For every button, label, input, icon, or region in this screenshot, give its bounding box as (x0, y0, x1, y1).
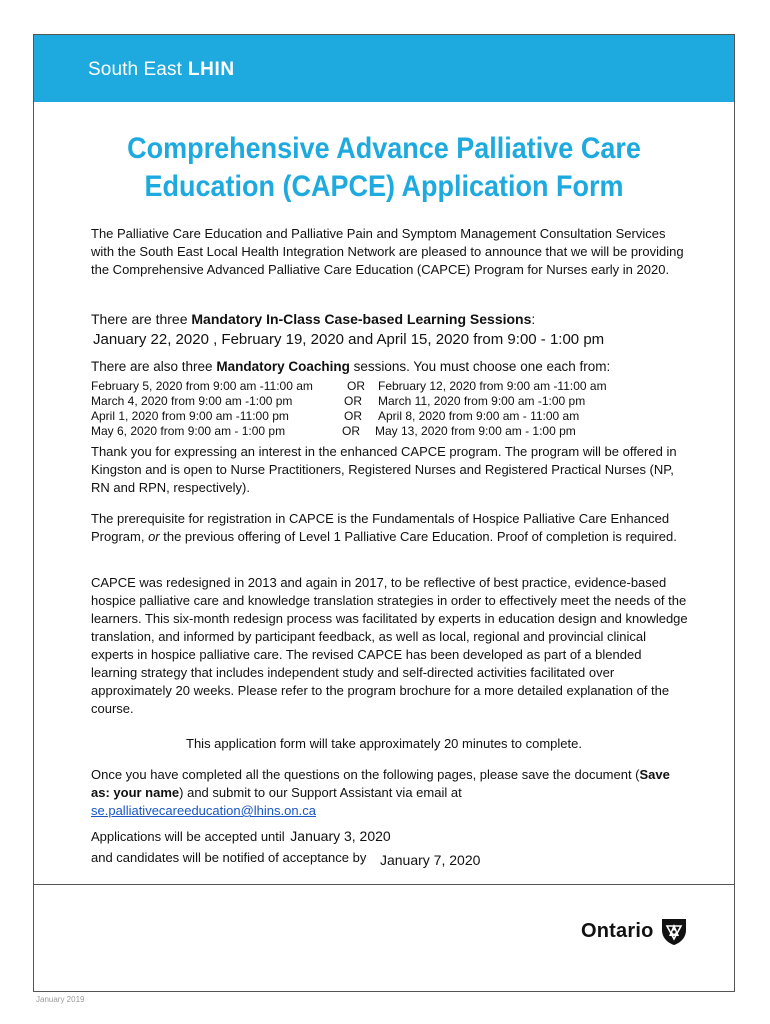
footer-divider (34, 884, 734, 885)
submit-bold: Save as: your name (91, 767, 670, 800)
prereq-part2: the previous offering of Level 1 Palliative Care Education. Proof of completion is required. (159, 529, 677, 544)
thanks-paragraph: Thank you for expressing an interest in the enhanced CAPCE program. The program will be offered in Kingston and is open to Nurse Practitioners, Registered Nurses and Registered Practical Nurses (NP, RN and RPN, respectively). (91, 444, 677, 495)
accept-label: Applications will be accepted until (91, 829, 285, 844)
notify-date: January 7, 2020 (379, 852, 481, 868)
org-logo (88, 59, 235, 81)
schedule-left: May 6, 2020 from 9:00 am - 1:00 pm (91, 424, 286, 438)
schedule-right: May 13, 2020 from 9:00 am - 1:00 pm (375, 424, 576, 438)
prerequisite-paragraph (91, 510, 691, 546)
schedule-or: OR (347, 379, 365, 393)
mandatory-prefix: There are three (91, 311, 192, 327)
prereq-part1: The prerequisite for registration in CAPCE is the Fundamentals of Hospice Palliative Care Enhanced Program, (91, 511, 670, 544)
mandatory-dates: January 22, 2020 , February 19, 2020 and April 15, 2020 from 9:00 - 1:00 pm (93, 331, 605, 348)
email-link[interactable]: se.palliativecareeducation@lhins.on.ca (91, 803, 316, 818)
mandatory-suffix: : (531, 311, 536, 327)
submit-paragraph (91, 766, 691, 820)
page-title (69, 130, 699, 206)
schedule-left: March 4, 2020 from 9:00 am -1:00 pm (91, 394, 293, 408)
trillium-icon (660, 916, 688, 946)
notify-deadline (91, 849, 481, 868)
ontario-logo (581, 916, 688, 946)
mandatory-sessions-line (91, 310, 691, 328)
coaching-schedule (91, 379, 651, 439)
intro-paragraph: The Palliative Care Education and Palliative Pain and Symptom Management Consultation Services with the South East Local Health Integration Network are pleased to announce that we will be providing the Comprehensive Advanced Palliative Care Education (CAPCE) Program for Nurses early in 2020. (91, 226, 684, 277)
schedule-row (91, 424, 651, 439)
schedule-row (91, 379, 651, 394)
coaching-prefix: There are also three (91, 359, 217, 374)
schedule-right: February 12, 2020 from 9:00 am -11:00 am (378, 379, 607, 393)
coaching-suffix: sessions. You must choose one each from: (349, 359, 611, 374)
submit-part2: ) and submit to our Support Assistant via email at (179, 785, 462, 800)
accept-deadline (91, 828, 391, 844)
org-name-regular: South East (88, 59, 182, 80)
coaching-line (91, 358, 691, 376)
ontario-wordmark: Ontario (581, 919, 654, 942)
footer-date: January 2019 (36, 995, 85, 1004)
schedule-or: OR (344, 394, 362, 408)
schedule-left: February 5, 2020 from 9:00 am -11:00 am (91, 379, 313, 393)
title-line-2: Education (CAPCE) Application Form (144, 170, 624, 203)
time-note: This application form will take approximately 20 minutes to complete. (186, 736, 582, 751)
header-band (34, 35, 734, 102)
schedule-or: OR (342, 424, 360, 438)
notify-label: and candidates will be notified of acceptance by (91, 850, 367, 865)
submit-part1: Once you have completed all the questions on the following pages, please save the document ( (91, 767, 640, 782)
schedule-left: April 1, 2020 from 9:00 am -11:00 pm (91, 409, 289, 423)
mandatory-bold: Mandatory In-Class Case-based Learning Sessions (191, 311, 532, 327)
coaching-bold: Mandatory Coaching (216, 359, 350, 374)
schedule-or: OR (344, 409, 362, 423)
schedule-row (91, 394, 651, 409)
title-line-1: Comprehensive Advance Palliative Care (127, 132, 641, 165)
capce-paragraph: CAPCE was redesigned in 2013 and again in 2017, to be reflective of best practice, evidence-based hospice palliative care and knowledge translation strategies in order to effectively meet the needs of the learners. This six-month redesign process was facilitated by experts in education design and knowledge translation, and informed by participant feedback, as well as local, regional and provincial clinical experts in hospice palliative care. The revised CAPCE has been developed as part of a blended learning strategy that includes independent study and self-directed activities facilitated over approximately 20 weeks. Please refer to the program brochure for a more detailed explanation of the course. (91, 575, 688, 716)
schedule-row (91, 409, 651, 424)
schedule-right: March 11, 2020 from 9:00 am -1:00 pm (378, 394, 586, 408)
prereq-italic: or (148, 529, 160, 544)
org-name-bold: LHIN (187, 59, 235, 80)
accept-date: January 3, 2020 (290, 828, 391, 844)
schedule-right: April 8, 2020 from 9:00 am - 11:00 am (378, 409, 580, 423)
